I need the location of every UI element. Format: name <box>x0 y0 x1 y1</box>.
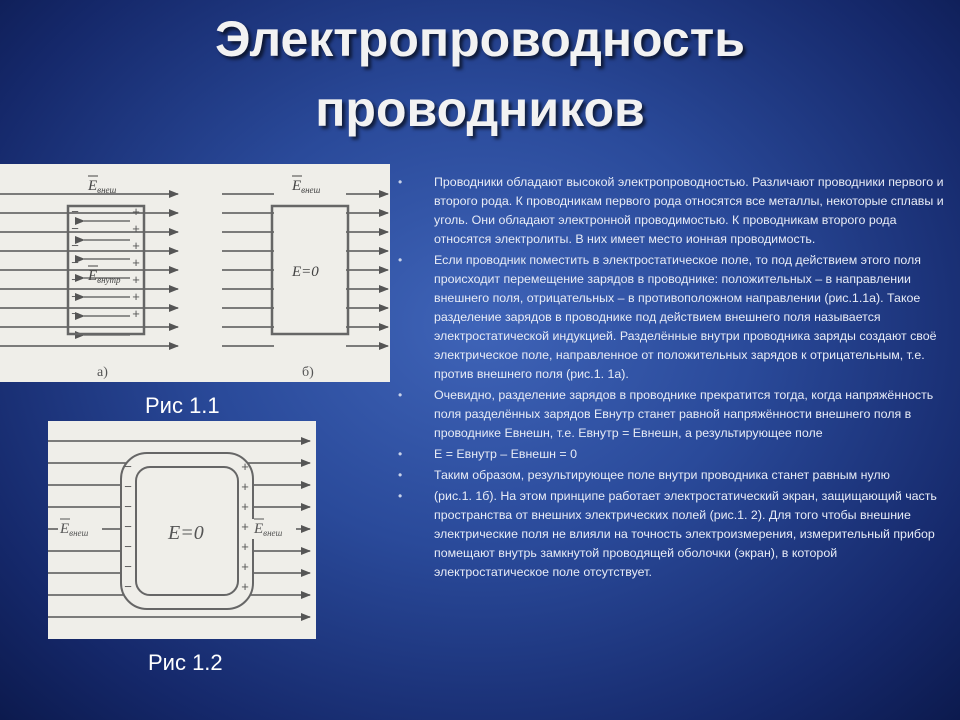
positive-charge: + <box>241 579 249 594</box>
positive-charge: + <box>241 499 249 514</box>
negative-charge: − <box>124 579 132 594</box>
bullet-text: Если проводник поместить в электростатическое поле, то под действием этого поля происходит перемещение зарядов в проводнике: положительных – в направлении внешнего поля, отрицательных – в противоположном направлении (рис.1.1а). Такое разделение зарядов в проводнике под действием внешнего поля называется электростатической индукцией. Разделённые внутри проводника заряды создают своё электрическое поле, направленное от положительных зарядов к отрицательным, т.е. против внешнего поля (рис.1. 1а). <box>434 253 937 381</box>
negative-charge: − <box>124 459 132 474</box>
e-right-label: $E_{внеш}$ <box>254 521 283 538</box>
bullet-item <box>396 445 944 464</box>
positive-charge: + <box>241 519 249 534</box>
e-outer-b-label: $E_{внеш}$ <box>292 178 321 195</box>
figure-1-1 <box>0 164 390 382</box>
figure-1-1-drawing <box>0 164 390 382</box>
positive-charge: + <box>132 221 140 236</box>
bullet-item <box>396 386 944 443</box>
figure-1-2-drawing <box>48 421 316 639</box>
bullet-item <box>396 466 944 485</box>
e-outer-a-label: $E_{внеш}$ <box>88 178 117 195</box>
e-inner-a-label: $E_{внутр}$ <box>88 268 121 285</box>
bullet-marker: • <box>398 175 403 189</box>
negative-charge: − <box>71 289 79 304</box>
positive-charge: + <box>132 306 140 321</box>
positive-charge: + <box>241 459 249 474</box>
bullet-text: Таким образом, результирующее поле внутри проводника станет равным нулю <box>434 468 890 482</box>
e-zero-b-label: E=0 <box>292 264 319 280</box>
label-a: а) <box>97 365 108 380</box>
positive-charge: + <box>132 204 140 219</box>
e-zero-shield-label: E=0 <box>168 522 204 544</box>
negative-charge: − <box>71 306 79 321</box>
positive-charge: + <box>132 289 140 304</box>
bullet-marker: • <box>398 253 403 267</box>
negative-charge: − <box>71 255 79 270</box>
negative-charge: − <box>71 204 79 219</box>
bullet-marker: • <box>398 468 403 482</box>
negative-charge: − <box>124 539 132 554</box>
slide-title-line1: Электропроводность <box>215 11 745 67</box>
positive-charge: + <box>241 559 249 574</box>
positive-charge: + <box>132 238 140 253</box>
figure-1-1-caption: Рис 1.1 <box>145 393 220 418</box>
positive-charge: + <box>132 272 140 287</box>
bullet-item <box>396 173 944 249</box>
positive-charge: + <box>132 255 140 270</box>
bullet-item <box>396 487 944 582</box>
negative-charge: − <box>124 499 132 514</box>
bullet-text: Проводники обладают высокой электропроводностью. Различают проводники первого и второго рода. К проводникам первого рода относятся все металлы, некоторые сплавы и уголь. Они обладают электронной проводимостью. К проводникам второго рода относятся электролиты. В них имеет место ионная проводимость. <box>434 175 944 246</box>
slide-title-line2: проводников <box>315 81 645 137</box>
e-left-label: $E_{внеш}$ <box>60 521 89 538</box>
bullet-marker: • <box>398 447 403 461</box>
bullet-text: (рис.1. 1б). На этом принципе работает электростатический экран, защищающий часть пространства от внешних электрических полей (рис.1. 2). Для того чтобы внешние электрические поля не влияли на точность электроизмерения, измерительный прибор помещают внутрь замкнутой проводящей оболочки (экран), в которой электростатическое поле отсутствует. <box>434 489 937 579</box>
negative-charge: − <box>71 221 79 236</box>
bullet-marker: • <box>398 388 403 402</box>
negative-charge: − <box>124 519 132 534</box>
bullet-text: Е = Евнутр – Евнешн = 0 <box>434 447 577 461</box>
positive-charge: + <box>241 479 249 494</box>
figure-1-2-caption: Рис 1.2 <box>148 650 223 675</box>
negative-charge: − <box>124 479 132 494</box>
positive-charge: + <box>241 539 249 554</box>
slide-title <box>0 4 960 144</box>
negative-charge: − <box>71 238 79 253</box>
bullet-list <box>396 173 944 584</box>
figure-1-2 <box>48 421 316 639</box>
negative-charge: − <box>124 559 132 574</box>
bullet-text: Очевидно, разделение зарядов в проводнике прекратится тогда, когда напряжённость поля разделённых зарядов Евнутр станет равной напряжённости внешнего поля в проводнике Евнешн, т.е. Евнутр = Евнешн, а результирующее поле <box>434 388 934 440</box>
label-b: б) <box>302 365 314 380</box>
bullet-marker: • <box>398 489 403 503</box>
negative-charge: − <box>71 272 79 287</box>
bullet-item <box>396 251 944 384</box>
